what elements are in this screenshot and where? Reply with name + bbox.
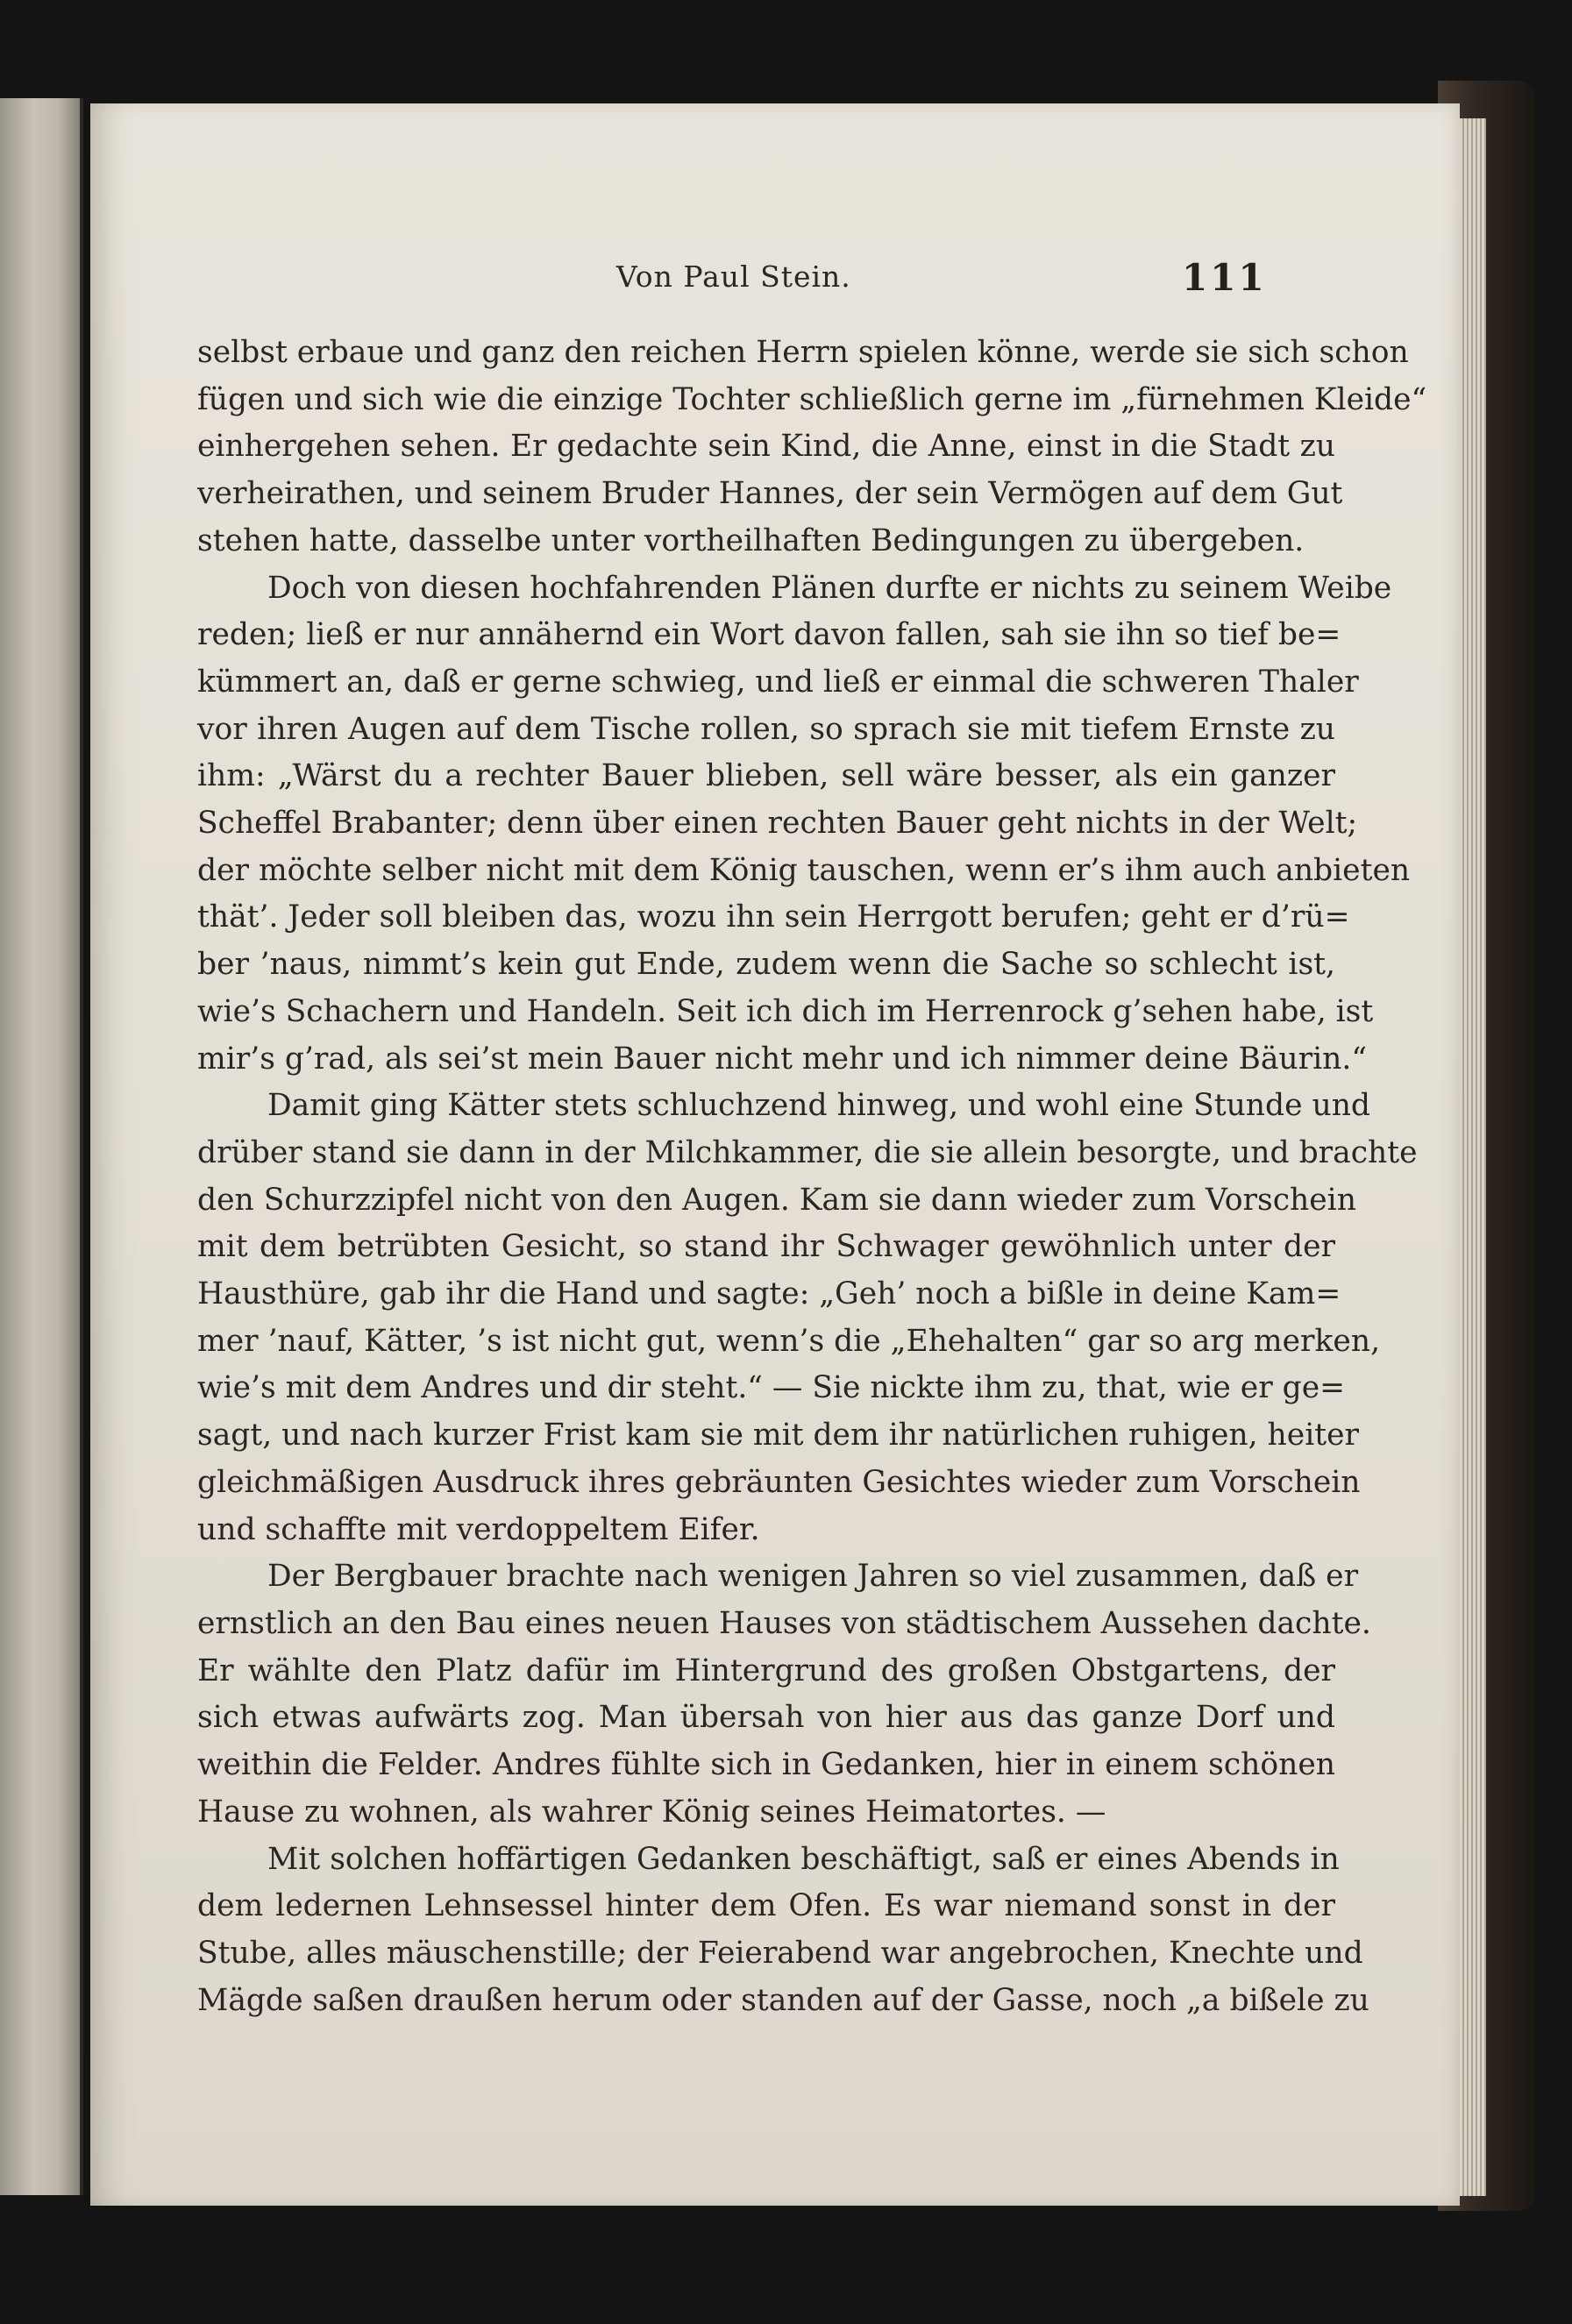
text-line: fügen und sich wie die einzige Tochter schließlich gerne im „fürnehmen Kleide“ bbox=[197, 381, 1427, 417]
running-head: Von Paul Stein. bbox=[616, 259, 851, 294]
text-line: stehen hatte, dasselbe unter vortheilhaften Bedingungen zu übergeben. bbox=[197, 522, 1305, 558]
page-header bbox=[90, 256, 1460, 312]
text-line: Scheffel Brabanter; denn über einen rechten Bauer geht nichts in der Welt; bbox=[197, 806, 1358, 842]
body-text bbox=[197, 330, 1427, 2024]
text-line: Hause zu wohnen, als wahrer König seines Heimatortes. — bbox=[197, 1794, 1106, 1830]
text-line: Mägde saßen draußen herum oder standen auf der Gasse, noch „a bißele zu bbox=[197, 1982, 1369, 2018]
text-line: mit dem betrübten Gesicht, so stand ihr Schwager gewöhnlich unter der bbox=[197, 1229, 1335, 1265]
text-line: Hausthüre, gab ihr die Hand und sagte: „Geh’ noch a bißle in deine Kam= bbox=[197, 1276, 1341, 1312]
text-line: Er wählte den Platz dafür im Hintergrund des großen Obstgartens, der bbox=[197, 1652, 1335, 1688]
text-line: kümmert an, daß er gerne schwieg, und ließ er einmal die schweren Thaler bbox=[197, 664, 1359, 700]
paragraph-start-line: Damit ging Kätter stets schluchzend hinweg, und wohl eine Stunde und bbox=[267, 1088, 1371, 1124]
text-line: dem ledernen Lehnsessel hinter dem Ofen. Es war niemand sonst in der bbox=[197, 1888, 1335, 1924]
text-line: reden; ließ er nur annähernd ein Wort davon fallen, sah sie ihn so tief be= bbox=[197, 617, 1341, 653]
text-line: der möchte selber nicht mit dem König tauschen, wenn er’s ihm auch anbieten bbox=[197, 852, 1411, 888]
text-line: ihm: „Wärst du a rechter Bauer blieben, sell wäre besser, als ein ganzer bbox=[197, 758, 1335, 794]
paragraph-start-line: Mit solchen hoffärtigen Gedanken beschäftigt, saß er eines Abends in bbox=[267, 1841, 1340, 1877]
text-line: mir’s g’rad, als sei’st mein Bauer nicht mehr und ich nimmer deine Bäurin.“ bbox=[197, 1041, 1367, 1077]
text-line: Stube, alles mäuschenstille; der Feierabend war angebrochen, Knechte und bbox=[197, 1935, 1363, 1971]
text-line: wie’s Schachern und Handeln. Seit ich dich im Herrenrock g’sehen habe, ist bbox=[197, 993, 1374, 1029]
text-line: selbst erbaue und ganz den reichen Herrn spielen könne, werde sie sich schon bbox=[197, 335, 1409, 370]
text-line: thät’. Jeder soll bleiben das, wozu ihn sein Herrgott berufen; geht er d’rü= bbox=[197, 899, 1350, 935]
text-line: ernstlich an den Bau eines neuen Hauses von städtischem Aussehen dachte. bbox=[197, 1605, 1371, 1641]
paragraph-start-line: Doch von diesen hochfahrenden Plänen durfte er nichts zu seinem Weibe bbox=[267, 570, 1392, 606]
text-line: sagt, und nach kurzer Frist kam sie mit dem ihr natürlichen ruhigen, heiter bbox=[197, 1418, 1359, 1453]
text-line: sich etwas aufwärts zog. Man übersah von hier aus das ganze Dorf und bbox=[197, 1700, 1335, 1736]
text-line: gleichmäßigen Ausdruck ihres gebräunten Gesichtes wieder zum Vorschein bbox=[197, 1464, 1361, 1500]
text-line: wie’s mit dem Andres und dir steht.“ — Sie nickte ihm zu, that, wie er ge= bbox=[197, 1370, 1346, 1406]
text-line: weithin die Felder. Andres fühlte sich in Gedanken, hier in einem schönen bbox=[197, 1747, 1335, 1783]
text-line: mer ’nauf, Kätter, ’s ist nicht gut, wenn’s die „Ehehalten“ gar so arg merken, bbox=[197, 1323, 1381, 1359]
text-line: einhergehen sehen. Er gedachte sein Kind, die Anne, einst in die Stadt zu bbox=[197, 429, 1335, 465]
text-line: verheirathen, und seinem Bruder Hannes, der sein Vermögen auf dem Gut bbox=[197, 476, 1343, 512]
text-line: ber ’naus, nimmt’s kein gut Ende, zudem wenn die Sache so schlecht ist, bbox=[197, 947, 1335, 983]
facing-page-edge bbox=[0, 98, 83, 2195]
text-line: vor ihren Augen auf dem Tische rollen, so sprach sie mit tiefem Ernste zu bbox=[197, 711, 1335, 747]
book-page bbox=[90, 103, 1460, 2206]
text-line: und schaffte mit verdoppeltem Eifer. bbox=[197, 1511, 760, 1547]
text-line: den Schurzzipfel nicht von den Augen. Kam sie dann wieder zum Vorschein bbox=[197, 1182, 1356, 1218]
text-line: drüber stand sie dann in der Milchkammer, die sie allein besorgte, und brachte bbox=[197, 1134, 1418, 1170]
paragraph-start-line: Der Bergbauer brachte nach wenigen Jahren so viel zusammen, daß er bbox=[267, 1559, 1359, 1595]
page-number: 111 bbox=[1182, 256, 1267, 299]
